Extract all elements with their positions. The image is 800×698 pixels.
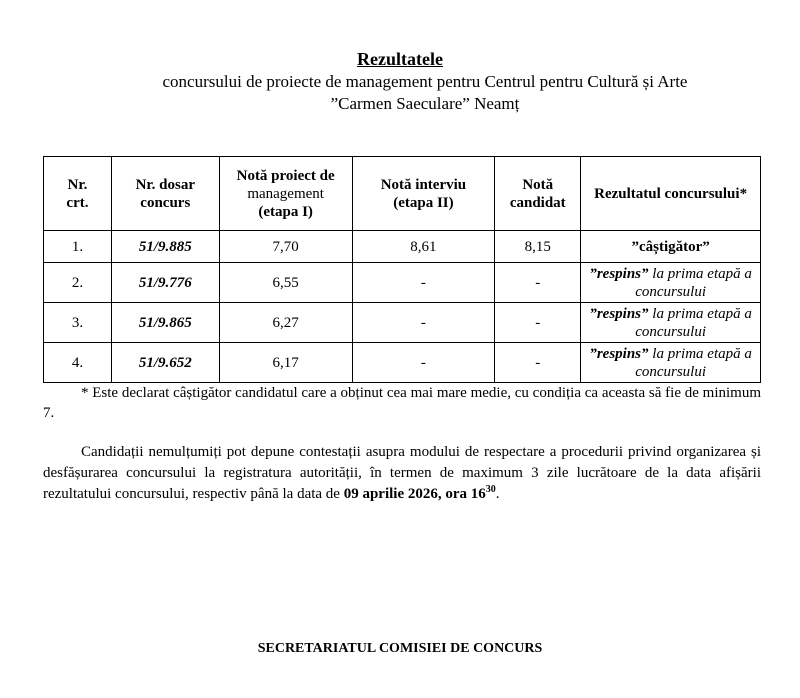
cell-dosar: 51/9.652 [111,343,219,383]
header-rezultat: Rezultatul concursului* [581,157,761,231]
cell-crt: 3. [44,303,112,343]
table-row [44,343,761,383]
cell-nota-proiect: 6,55 [219,263,352,303]
document-subtitle [100,71,750,115]
cell-crt: 1. [44,231,112,263]
cell-nota-candidat: 8,15 [495,231,581,263]
document-title: Rezultatele [357,49,443,69]
header-nota-interviu: Notă interviu (etapa II) [352,157,495,231]
table-row [44,231,761,263]
subtitle-line-2: ”Carmen Saeculare” Neamț [330,94,520,113]
cell-crt: 2. [44,263,112,303]
cell-rezultat: ”respins” la prima etapă a concursului [581,263,761,303]
cell-nota-proiect: 6,17 [219,343,352,383]
cell-rezultat: ”respins” la prima etapă a concursului [581,303,761,343]
cell-nota-proiect: 6,27 [219,303,352,343]
cell-nota-proiect: 7,70 [219,231,352,263]
table-row [44,263,761,303]
header-nr-dosar: Nr. dosar concurs [111,157,219,231]
deadline: 09 aprilie 2026, ora 16 [343,486,486,502]
header-nota-proiect: Notă proiect de management (etapa I) [219,157,352,231]
cell-nota-candidat: - [495,263,581,303]
cell-nota-interviu: - [352,343,495,383]
cell-nota-interviu: 8,61 [352,231,495,263]
table-row [44,303,761,343]
cell-nota-interviu: - [352,303,495,343]
signature: SECRETARIATUL COMISIEI DE CONCURS [257,641,543,656]
cell-dosar: 51/9.776 [111,263,219,303]
cell-nota-interviu: - [352,263,495,303]
cell-nota-candidat: - [495,343,581,383]
results-table [43,156,761,383]
cell-rezultat: ”câștigător” [581,231,761,263]
header-nr-crt: Nr. crt. [44,157,112,231]
cell-dosar: 51/9.885 [111,231,219,263]
cell-crt: 4. [44,343,112,383]
deadline-minutes: 30 [485,484,496,495]
header-nota-candidat: Notă candidat [495,157,581,231]
cell-rezultat: ”respins” la prima etapă a concursului [581,343,761,383]
footnote: * Este declarat câștigător candidatul care a obținut cea mai mare medie, cu condiția ca aceasta să fie de minimum 7. [43,385,761,421]
table-header-row [44,157,761,231]
contestation-paragraph: Candidații nemulțumiți pot depune contestații asupra modului de respectare a procedurii privind organizarea și desfășurarea concursului la registratura autorității, în termen de maximum 3 zile lucrătoare de la data afișării rezultatului concursului, respectiv până la data de 09 aprilie 2026, ora $16^{30}$. [43,444,761,502]
subtitle-line-1: concursului de proiecte de management pentru Centrul pentru Cultură și Arte [162,72,688,91]
cell-dosar: 51/9.865 [111,303,219,343]
cell-nota-candidat: - [495,303,581,343]
